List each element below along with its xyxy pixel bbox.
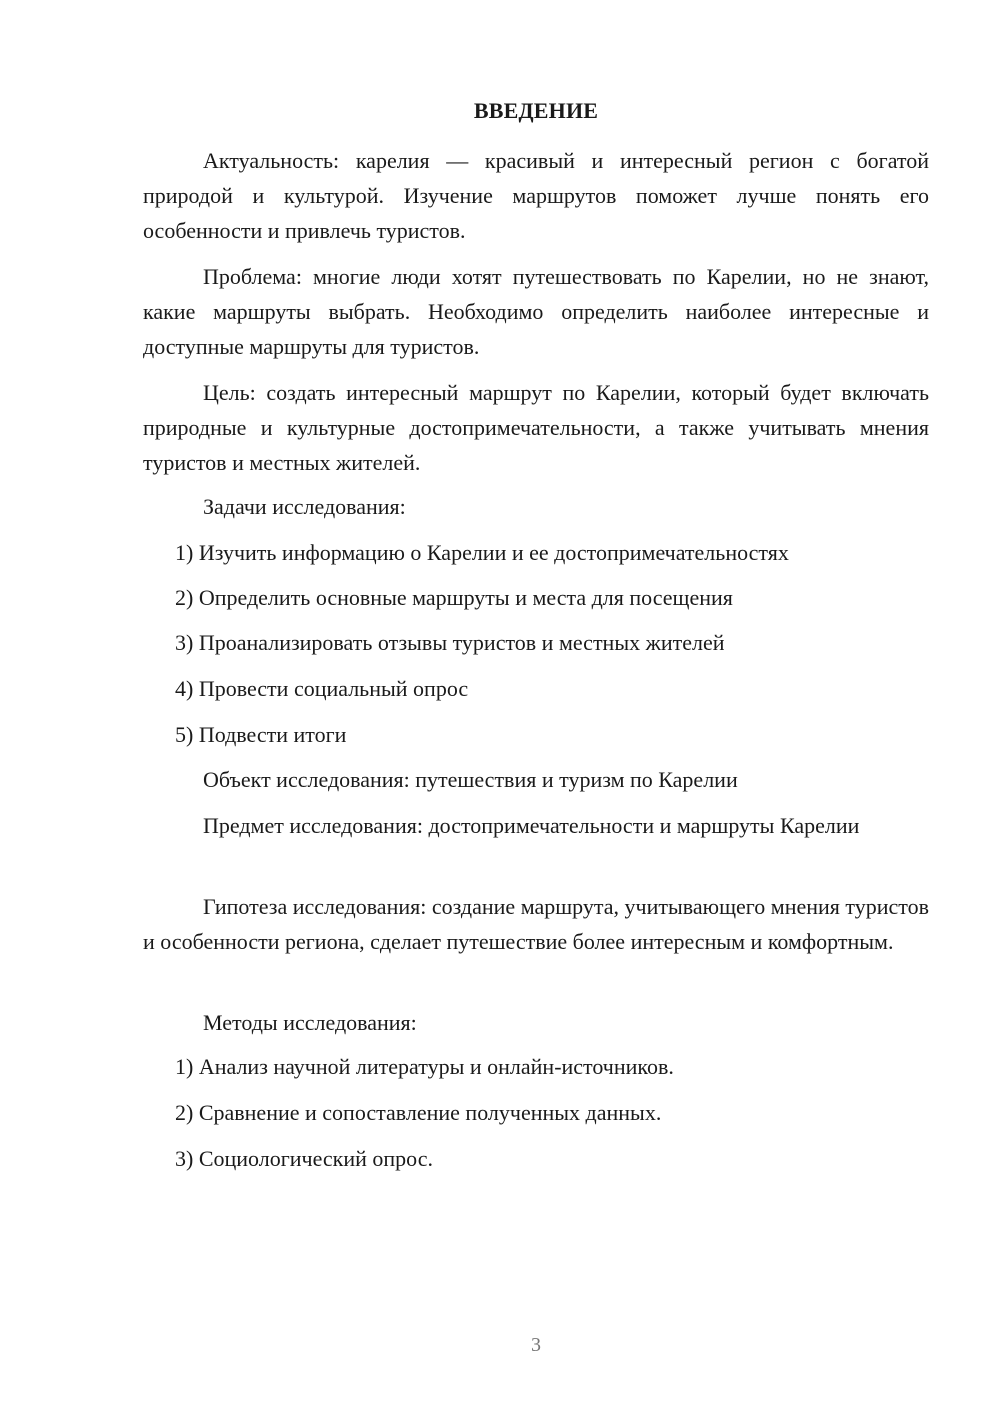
section-title: ВВЕДЕНИЕ	[473, 98, 599, 123]
object-line: Объект исследования: путешествия и туризм по Карелии	[203, 767, 738, 792]
task-item: 5) Подвести итоги	[175, 722, 347, 747]
page-number: 3	[531, 1334, 541, 1356]
methods-heading: Методы исследования:	[203, 1010, 417, 1035]
method-item: 3) Социологический опрос.	[175, 1146, 433, 1171]
goal-paragraph: Цель: создать интересный маршрут по Карелии, который будет включать природные и культурные достопримечательности, а также учитывать мнения туристов и местных жителей.	[143, 380, 929, 475]
method-item: 2) Сравнение и сопоставление полученных данных.	[175, 1100, 662, 1125]
method-item: 1) Анализ научной литературы и онлайн-источников.	[175, 1054, 674, 1079]
task-item: 3) Проанализировать отзывы туристов и местных жителей	[175, 630, 725, 655]
task-item: 4) Провести социальный опрос	[175, 676, 469, 701]
hypothesis-paragraph: Гипотеза исследования: создание маршрута, учитывающего мнения туристов и особенности региона, сделает путешествие более интересным и комфортным.	[143, 894, 929, 954]
task-item: 1) Изучить информацию о Карелии и ее достопримечательностях	[175, 540, 789, 565]
subject-paragraph: Предмет исследования: достопримечательности и маршруты Карелии	[203, 813, 860, 838]
tasks-heading: Задачи исследования:	[203, 494, 406, 519]
task-item: 2) Определить основные маршруты и места для посещения	[175, 585, 733, 610]
relevance-paragraph: Актуальность: карелия — красивый и интересный регион с богатой природой и культурой. Изучение маршрутов поможет лучше понять его особенности и привлечь туристов.	[143, 148, 929, 243]
document-page	[143, 0, 929, 1414]
problem-paragraph: Проблема: многие люди хотят путешествовать по Карелии, но не знают, какие маршруты выбрать. Необходимо определить наиболее интересные и доступные маршруты для туристов.	[143, 264, 929, 359]
